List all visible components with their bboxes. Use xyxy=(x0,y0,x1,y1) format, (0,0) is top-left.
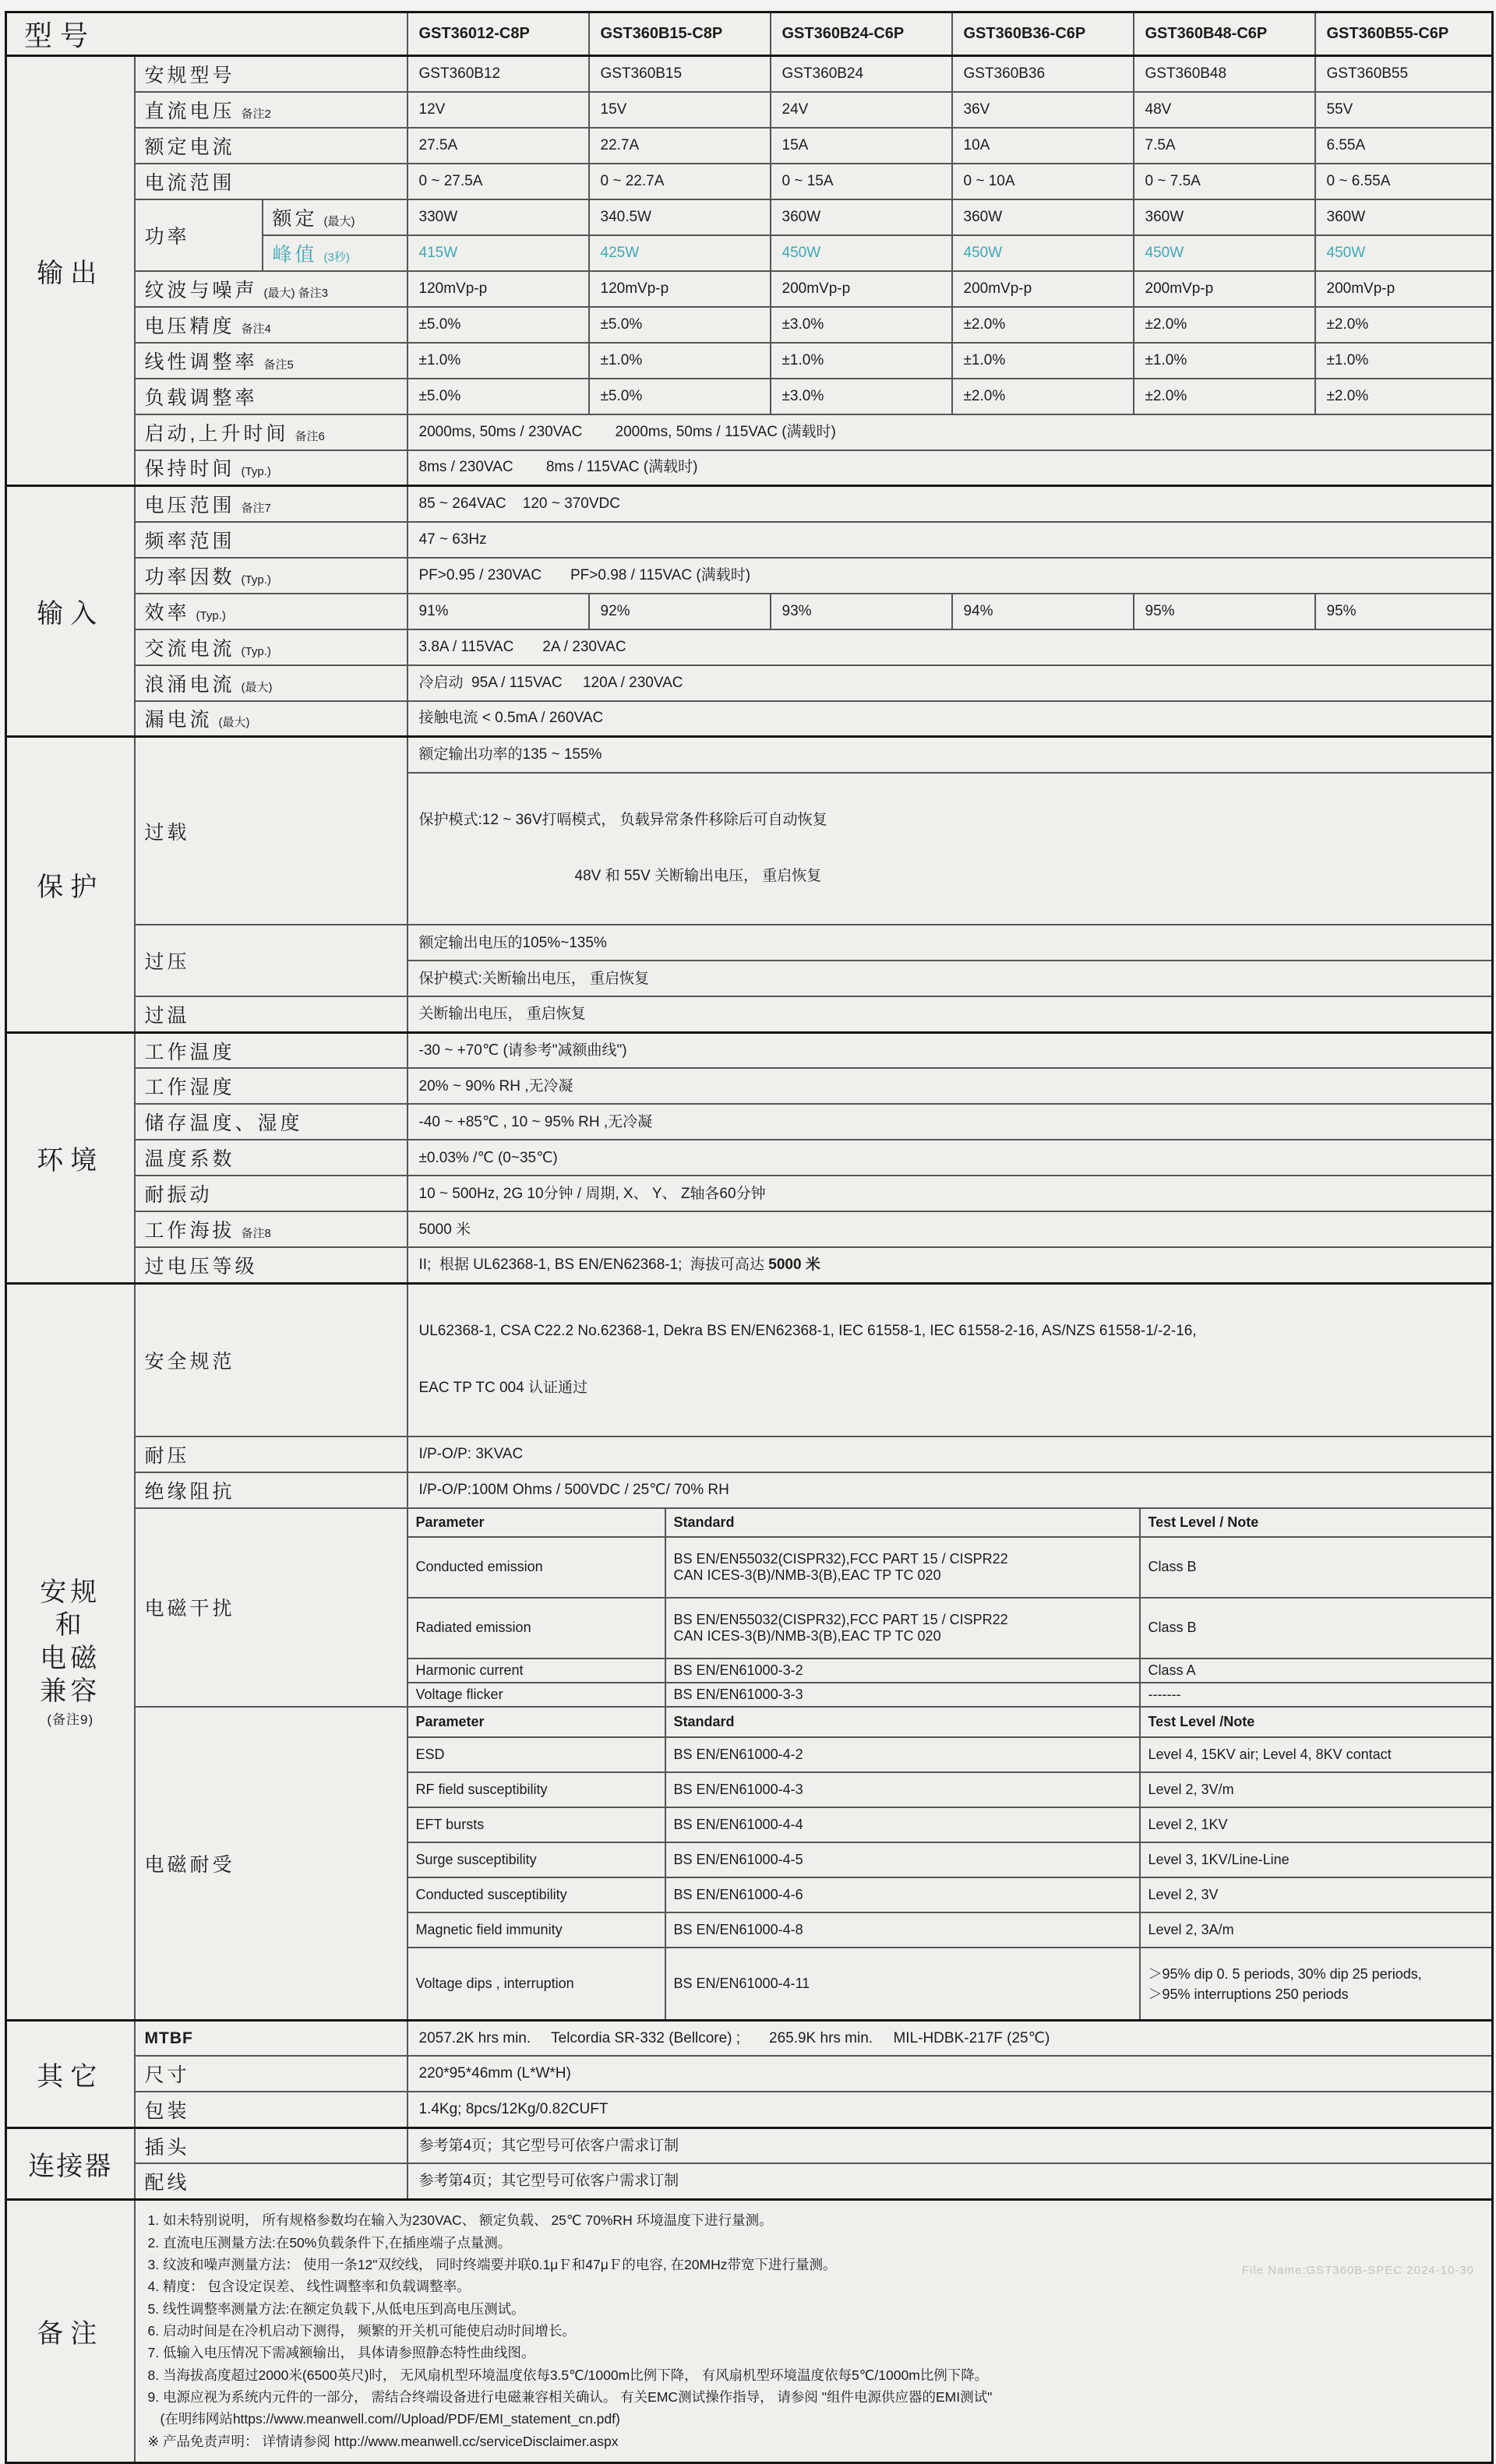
spec-value xyxy=(408,773,1493,925)
emc-emission-table-cell xyxy=(408,1508,1493,1707)
row-packing xyxy=(6,2092,1493,2127)
file-name-footer: File Name:GST360B-SPEC 2024-10-30 xyxy=(1241,2264,1474,2277)
row-label-emc-immunity: 电磁耐受 xyxy=(135,1707,408,2021)
spec-value: 450W xyxy=(952,235,1134,271)
section-label-line: 和 xyxy=(55,1610,86,1641)
spec-value: ±2.0% xyxy=(1134,379,1315,414)
spec-value: ±2.0% xyxy=(1134,307,1315,343)
row-working-temp xyxy=(6,1032,1493,1068)
row-note: (Typ.) xyxy=(241,644,271,658)
spec-value: 额定输出功率的135 ~ 155% xyxy=(408,737,1493,773)
section-label-output: 输出 xyxy=(6,56,135,486)
spec-value: 200mVp-p xyxy=(771,271,952,307)
spec-value: 450W xyxy=(771,235,952,271)
row-label: 保持时间 (Typ.) xyxy=(135,450,408,486)
spec-value: ±5.0% xyxy=(589,379,771,414)
spec-value: ±1.0% xyxy=(1315,343,1493,379)
spec-value: ±2.0% xyxy=(952,379,1134,414)
spec-value: 冷启动 95A / 115VAC 120A / 230VAC xyxy=(408,665,1493,701)
emc-test-level: Level 2, 3V/m xyxy=(1140,1772,1493,1807)
spec-value: 7.5A xyxy=(1134,128,1315,164)
overload-mode-line: 保护模式:12 ~ 36V打嗝模式， 负载异常条件移除后可自动恢复 xyxy=(418,812,827,828)
spec-value: 360W xyxy=(1134,199,1315,235)
row-emc-emission xyxy=(6,1508,1493,1707)
spec-value: 0 ~ 15A xyxy=(771,164,952,199)
row-line-regulation xyxy=(6,343,1493,379)
row-label-overvoltage: 过压 xyxy=(135,925,408,996)
row-inrush-current xyxy=(6,665,1493,701)
spec-value: 8ms / 230VAC 8ms / 115VAC (满载时) xyxy=(408,450,1493,486)
row-altitude xyxy=(6,1211,1493,1247)
row-vibration xyxy=(6,1176,1493,1211)
spec-value: 10A xyxy=(952,128,1134,164)
model-name: GST360B48-C6P xyxy=(1134,12,1315,56)
note-item: 6. 启动时间是在冷机启动下测得， 频繁的开关机可能使启动时间增长。 xyxy=(147,2323,576,2339)
note-item: 4. 精度： 包含设定误差、 线性调整率和负载调整率。 xyxy=(147,2279,471,2295)
row-label: 储存温度、湿度 xyxy=(135,1104,408,1140)
row-power-factor xyxy=(6,558,1493,594)
spec-value: 85 ~ 264VAC 120 ~ 370VDC xyxy=(408,486,1493,522)
row-label: 过电压等级 xyxy=(135,1247,408,1283)
row-note: 备注2 xyxy=(241,107,271,121)
spec-value: 2000ms, 50ms / 230VAC 2000ms, 50ms / 115VAC (满载时) xyxy=(408,414,1493,450)
spec-value: 27.5A xyxy=(408,128,589,164)
row-label: 效率 (Typ.) xyxy=(135,594,408,629)
row-ac-current xyxy=(6,629,1493,665)
spec-value: 15V xyxy=(589,92,771,128)
note-item: 5. 线性调整率测量方法:在额定负载下,从低电压到高电压测试。 xyxy=(147,2300,525,2317)
note-item: 9. 电源应视为系统内元件的一部分， 需结合终端设备进行电磁兼容相关确认。 有关EMC测试操作指导， 请参阅 "组件电源供应器的EMI测试" xyxy=(147,2389,993,2406)
spec-value: 200mVp-p xyxy=(1315,271,1493,307)
row-label-overload: 过载 xyxy=(135,737,408,925)
note-item: 7. 低输入电压情况下需减额输出， 具体请参照静态特性曲线图。 xyxy=(147,2345,535,2361)
row-leakage-current xyxy=(6,701,1493,737)
row-label: 漏电流 (最大) xyxy=(135,701,408,737)
emc-col-header: Standard xyxy=(665,1509,1140,1537)
row-frequency-range xyxy=(6,522,1493,558)
spec-value: ±1.0% xyxy=(952,343,1134,379)
row-dimension xyxy=(6,2056,1493,2092)
row-sublabel: 额定 (最大) xyxy=(263,199,408,235)
row-label: 耐压 xyxy=(135,1436,408,1472)
model-header-label: 型号 xyxy=(6,12,408,56)
emc-test-level: Level 3, 1KV/Line-Line xyxy=(1140,1842,1493,1877)
spec-value: 0 ~ 7.5A xyxy=(1134,164,1315,199)
spec-value: 450W xyxy=(1134,235,1315,271)
section-label-safety-emc xyxy=(6,1283,135,2020)
row-note: (最大) xyxy=(218,716,250,730)
model-name: GST360B15-C8P xyxy=(589,12,771,56)
spec-value: 48V xyxy=(1134,92,1315,128)
spec-value: 12V xyxy=(408,92,589,128)
spec-value: 参考第4页；其它型号可依客户需求订制 xyxy=(408,2163,1493,2199)
spec-value: 55V xyxy=(1315,92,1493,128)
row-label: 电流范围 xyxy=(135,164,408,199)
spec-value: 22.7A xyxy=(589,128,771,164)
row-label: 包装 xyxy=(135,2092,408,2127)
spec-value: 340.5W xyxy=(589,199,771,235)
emc-test-level: ＞95% dip 0. 5 periods, 30% dip 25 periods, ＞95% interruptions 250 periods xyxy=(1140,1948,1493,2019)
emc-parameter: EFT bursts xyxy=(408,1807,665,1842)
row-label: 浪涌电流 (最大) xyxy=(135,665,408,701)
spec-value: 360W xyxy=(1315,199,1493,235)
row-working-humidity xyxy=(6,1068,1493,1104)
spec-value: ±3.0% xyxy=(771,307,952,343)
bold-value: 5000 米 xyxy=(768,1257,820,1274)
row-note: 备注4 xyxy=(241,322,271,336)
spec-value: ±1.0% xyxy=(771,343,952,379)
row-withstand-voltage xyxy=(6,1436,1493,1472)
row-label: 安全规范 xyxy=(135,1283,408,1436)
row-label: 工作湿度 xyxy=(135,1068,408,1104)
spec-value: 5000 米 xyxy=(408,1211,1493,1247)
emc-parameter: ESD xyxy=(408,1737,665,1772)
row-label: 负载调整率 xyxy=(135,379,408,414)
row-label-power: 功率 xyxy=(135,199,263,271)
spec-value: 200mVp-p xyxy=(1134,271,1315,307)
emc-standard: BS EN/EN61000-3-2 xyxy=(665,1659,1140,1683)
row-power-rated xyxy=(6,199,1493,235)
note-item: 1. 如未特别说明， 所有规格参数均在输入为230VAC、 额定负载、 25℃ 70%RH 环境温度下进行量测。 xyxy=(147,2212,773,2229)
section-label-note: (备注9) xyxy=(47,1711,94,1727)
model-name: GST360B24-C6P xyxy=(771,12,952,56)
emc-parameter: RF field susceptibility xyxy=(408,1772,665,1807)
spec-value: GST360B36 xyxy=(952,56,1134,92)
spec-value: 0 ~ 22.7A xyxy=(589,164,771,199)
row-label: 启动,上升时间 备注6 xyxy=(135,414,408,450)
spec-value: 120mVp-p xyxy=(589,271,771,307)
spec-value: ±2.0% xyxy=(1315,307,1493,343)
row-label: 工作海拔 备注8 xyxy=(135,1211,408,1247)
emc-immunity-table xyxy=(408,1708,1493,2019)
emc-test-level: Class A xyxy=(1140,1659,1493,1683)
row-mtbf xyxy=(6,2020,1493,2056)
note-item: 2. 直流电压测量方法:在50%负载条件下,在插座端子点量测。 xyxy=(147,2234,512,2251)
emc-col-header: Test Level / Note xyxy=(1140,1509,1493,1537)
spec-value: 330W xyxy=(408,199,589,235)
model-name: GST360B36-C6P xyxy=(952,12,1134,56)
spec-value: ±1.0% xyxy=(589,343,771,379)
row-note: (3秒) xyxy=(323,250,350,264)
emc-test-level: Class B xyxy=(1140,1598,1493,1659)
spec-value: 关断输出电压， 重启恢复 xyxy=(408,996,1493,1032)
emc-parameter: Conducted emission xyxy=(408,1537,665,1598)
safety-standard-line: UL62368-1, CSA C22.2 No.62368-1, Dekra BS EN/EN62368-1, IEC 61558-1, IEC 61558-2-16, AS/NZS 61558-1/-2-16, xyxy=(418,1323,1197,1340)
emc-col-header: Test Level /Note xyxy=(1140,1708,1493,1737)
row-storage-temp-humidity xyxy=(6,1104,1493,1140)
spec-value: 415W xyxy=(408,235,589,271)
row-safety-standards xyxy=(6,1283,1493,1436)
row-label: 插头 xyxy=(135,2127,408,2163)
spec-value: 10 ~ 500Hz, 2G 10分钟 / 周期, X、 Y、 Z轴各60分钟 xyxy=(408,1176,1493,1211)
spec-value: 20% ~ 90% RH ,无冷凝 xyxy=(408,1068,1493,1104)
emc-parameter: Radiated emission xyxy=(408,1598,665,1659)
spec-value: 92% xyxy=(589,594,771,629)
row-label: 直流电压 备注2 xyxy=(135,92,408,128)
spec-value: ±2.0% xyxy=(952,307,1134,343)
row-note: 备注6 xyxy=(295,429,325,443)
row-overtemp xyxy=(6,996,1493,1032)
spec-value: 360W xyxy=(771,199,952,235)
emc-standard: BS EN/EN61000-4-2 xyxy=(665,1737,1140,1772)
safety-standard-line: EAC TP TC 004 认证通过 xyxy=(418,1379,587,1396)
spec-value: 24V xyxy=(771,92,952,128)
row-label: 功率因数 (Typ.) xyxy=(135,558,408,594)
row-label: 电压范围 备注7 xyxy=(135,486,408,522)
spec-value: GST360B48 xyxy=(1134,56,1315,92)
row-label: 额定电流 xyxy=(135,128,408,164)
row-isolation-resistance xyxy=(6,1472,1493,1508)
note-item: 3. 纹波和噪声测量方法： 使用一条12"双绞线， 同时终端要并联0.1μＦ和47μＦ的电容, 在20MHz带宽下进行量测。 xyxy=(147,2257,837,2273)
spec-value: 425W xyxy=(589,235,771,271)
row-rated-current xyxy=(6,128,1493,164)
notes-list xyxy=(135,2199,1493,2462)
emc-test-level: Level 2, 3V xyxy=(1140,1877,1493,1912)
spec-value: 2057.2K hrs min. Telcordia SR-332 (Bellcore) ; 265.9K hrs min. MIL-HDBK-217F (25℃) xyxy=(408,2020,1493,2056)
row-note: (最大) xyxy=(323,214,355,228)
row-voltage-tolerance xyxy=(6,307,1493,343)
emc-standard: BS EN/EN61000-4-5 xyxy=(665,1842,1140,1877)
spec-value: 450W xyxy=(1315,235,1493,271)
spec-value: GST360B12 xyxy=(408,56,589,92)
spec-value: ±5.0% xyxy=(589,307,771,343)
spec-value: ±5.0% xyxy=(408,307,589,343)
spec-value: 36V xyxy=(952,92,1134,128)
row-efficiency xyxy=(6,594,1493,629)
section-label-input: 输入 xyxy=(6,486,135,737)
row-label: 交流电流 (Typ.) xyxy=(135,629,408,665)
overload-mode-line: 48V 和 55V 关断输出电压， 重启恢复 xyxy=(574,868,822,885)
row-label: 安规型号 xyxy=(135,56,408,92)
row-note: 备注5 xyxy=(263,358,294,372)
emc-standard: BS EN/EN61000-3-3 xyxy=(665,1683,1140,1706)
spec-value: 接触电流 < 0.5mA / 260VAC xyxy=(408,701,1493,737)
row-note: (最大) xyxy=(241,680,273,694)
model-header-row xyxy=(6,12,1493,56)
emc-standard: BS EN/EN61000-4-11 xyxy=(665,1948,1140,2019)
row-dc-voltage xyxy=(6,92,1493,128)
emc-standard: BS EN/EN61000-4-3 xyxy=(665,1772,1140,1807)
spec-value: 91% xyxy=(408,594,589,629)
emc-test-level: ------- xyxy=(1140,1683,1493,1706)
emc-col-header: Standard xyxy=(665,1708,1140,1737)
row-note: (Typ.) xyxy=(241,465,271,479)
model-name: GST360B55-C6P xyxy=(1315,12,1493,56)
row-label-mtbf: MTBF xyxy=(135,2020,408,2056)
row-overvoltage-category xyxy=(6,1247,1493,1283)
row-plug xyxy=(6,2127,1493,2163)
section-label-notes: 备注 xyxy=(6,2199,135,2462)
row-overload-1 xyxy=(6,737,1493,773)
emc-parameter: Conducted susceptibility xyxy=(408,1877,665,1912)
spec-value xyxy=(408,1283,1493,1436)
spec-value: ±0.03% /℃ (0~35℃) xyxy=(408,1140,1493,1176)
spec-value: 47 ~ 63Hz xyxy=(408,522,1493,558)
row-current-range xyxy=(6,164,1493,199)
spec-value: 95% xyxy=(1134,594,1315,629)
row-setup-rise-time xyxy=(6,414,1493,450)
section-label-others: 其它 xyxy=(6,2020,135,2127)
row-note: (Typ.) xyxy=(241,573,271,587)
emc-col-header: Parameter xyxy=(408,1509,665,1537)
emc-standard: BS EN/EN61000-4-8 xyxy=(665,1912,1140,1948)
row-label: 电压精度 备注4 xyxy=(135,307,408,343)
row-note: 备注7 xyxy=(241,501,271,515)
spec-value: 95% xyxy=(1315,594,1493,629)
spec-value: GST360B24 xyxy=(771,56,952,92)
spec-value: 额定输出电压的105%~135% xyxy=(408,925,1493,961)
emc-parameter: Voltage dips , interruption xyxy=(408,1948,665,2019)
row-label: 工作温度 xyxy=(135,1032,408,1068)
spec-value: 0 ~ 27.5A xyxy=(408,164,589,199)
spec-value: ±5.0% xyxy=(408,379,589,414)
note-item: 8. 当海拔高度超过2000米(6500英尺)时， 无风扇机型环境温度依每3.5℃/1000m比例下降， 有风扇机型环境温度依每5℃/1000m比例下降。 xyxy=(147,2367,989,2383)
row-emc-immunity xyxy=(6,1707,1493,2021)
emc-parameter: Magnetic field immunity xyxy=(408,1912,665,1948)
spec-value: 1.4Kg; 8pcs/12Kg/0.82CUFT xyxy=(408,2092,1493,2127)
emc-parameter: Harmonic current xyxy=(408,1659,665,1683)
spec-value: 94% xyxy=(952,594,1134,629)
emc-test-level: Level 2, 1KV xyxy=(1140,1807,1493,1842)
row-notes xyxy=(6,2199,1493,2462)
spec-value: PF>0.95 / 230VAC PF>0.98 / 115VAC (满载时) xyxy=(408,558,1493,594)
spec-value: ±1.0% xyxy=(408,343,589,379)
emc-immunity-table-cell xyxy=(408,1707,1493,2021)
spec-value: 0 ~ 6.55A xyxy=(1315,164,1493,199)
spec-value: 200mVp-p xyxy=(952,271,1134,307)
emc-standard: BS EN/EN61000-4-6 xyxy=(665,1877,1140,1912)
row-label: 尺寸 xyxy=(135,2056,408,2092)
spec-value: 保护模式:关断输出电压， 重启恢复 xyxy=(408,961,1493,996)
row-note: (Typ.) xyxy=(196,608,226,622)
spec-value: 0 ~ 10A xyxy=(952,164,1134,199)
section-label-line: 安规 xyxy=(40,1577,101,1607)
row-sublabel: 峰值 (3秒) xyxy=(263,235,408,271)
emc-emission-table xyxy=(408,1509,1493,1706)
row-label: 配线 xyxy=(135,2163,408,2199)
emc-standard: BS EN/EN61000-4-4 xyxy=(665,1807,1140,1842)
emc-test-level: Level 2, 3A/m xyxy=(1140,1912,1493,1948)
emc-test-level: Level 4, 15KV air; Level 4, 8KV contact xyxy=(1140,1737,1493,1772)
model-name: GST36012-C8P xyxy=(408,12,589,56)
row-label: 频率范围 xyxy=(135,522,408,558)
spec-value: 3.8A / 115VAC 2A / 230VAC xyxy=(408,629,1493,665)
row-label-overtemp: 过温 xyxy=(135,996,408,1032)
spec-value: -30 ~ +70℃ (请参考"减额曲线") xyxy=(408,1032,1493,1068)
spec-value: 6.55A xyxy=(1315,128,1493,164)
emc-parameter: Voltage flicker xyxy=(408,1683,665,1706)
emc-parameter: Surge susceptibility xyxy=(408,1842,665,1877)
section-label-protection: 保护 xyxy=(6,737,135,1033)
spec-table xyxy=(5,11,1494,2464)
row-label: 温度系数 xyxy=(135,1140,408,1176)
section-label-connector: 连接器 xyxy=(6,2127,135,2199)
row-label-emc-emission: 电磁干扰 xyxy=(135,1508,408,1707)
section-label-line: 电磁 xyxy=(40,1643,101,1673)
row-voltage-range xyxy=(6,486,1493,522)
spec-value: -40 ~ +85℃ , 10 ~ 95% RH ,无冷凝 xyxy=(408,1104,1493,1140)
spec-value: GST360B15 xyxy=(589,56,771,92)
row-label: 绝缘阻抗 xyxy=(135,1472,408,1508)
row-safety-model xyxy=(6,56,1493,92)
spec-value: 120mVp-p xyxy=(408,271,589,307)
spec-value: GST360B55 xyxy=(1315,56,1493,92)
spec-value: II; 根据 UL62368-1, BS EN/EN62368-1; 海拔可高达 5000 米 xyxy=(408,1247,1493,1283)
emc-standard: BS EN/EN55032(CISPR32),FCC PART 15 / CISPR22 CAN ICES-3(B)/NMB-3(B),EAC TP TC 020 xyxy=(665,1598,1140,1659)
row-note: 备注8 xyxy=(241,1227,271,1241)
emc-col-header: Parameter xyxy=(408,1708,665,1737)
spec-value: 360W xyxy=(952,199,1134,235)
spec-value: ±3.0% xyxy=(771,379,952,414)
row-ripple xyxy=(6,271,1493,307)
row-temp-coefficient xyxy=(6,1140,1493,1176)
row-label: 耐振动 xyxy=(135,1176,408,1211)
spec-value: 15A xyxy=(771,128,952,164)
row-label: 纹波与噪声 (最大) 备注3 xyxy=(135,271,408,307)
spec-value: ±1.0% xyxy=(1134,343,1315,379)
row-label: 线性调整率 备注5 xyxy=(135,343,408,379)
section-label-line: 兼容 xyxy=(40,1676,101,1707)
row-wiring xyxy=(6,2163,1493,2199)
spec-value: I/P-O/P:100M Ohms / 500VDC / 25℃/ 70% RH xyxy=(408,1472,1493,1508)
row-hold-up-time xyxy=(6,450,1493,486)
spec-value: I/P-O/P: 3KVAC xyxy=(408,1436,1493,1472)
row-overvoltage-1 xyxy=(6,925,1493,961)
spec-value: 参考第4页；其它型号可依客户需求订制 xyxy=(408,2127,1493,2163)
emc-test-level: Class B xyxy=(1140,1537,1493,1598)
spec-value: 220*95*46mm (L*W*H) xyxy=(408,2056,1493,2092)
row-load-regulation xyxy=(6,379,1493,414)
note-item-disclaimer: ※ 产品免责声明： 详情请参阅 http://www.meanwell.cc/serviceDisclaimer.aspx xyxy=(147,2433,619,2449)
note-item: (在明纬网站https://www.meanwell.com//Upload/PDF/EMI_statement_cn.pdf) xyxy=(160,2411,620,2427)
spec-value: ±2.0% xyxy=(1315,379,1493,414)
row-note: (最大) 备注3 xyxy=(263,286,329,300)
emc-standard: BS EN/EN55032(CISPR32),FCC PART 15 / CISPR22 CAN ICES-3(B)/NMB-3(B),EAC TP TC 020 xyxy=(665,1537,1140,1598)
spec-value: 93% xyxy=(771,594,952,629)
section-label-environment: 环境 xyxy=(6,1032,135,1283)
